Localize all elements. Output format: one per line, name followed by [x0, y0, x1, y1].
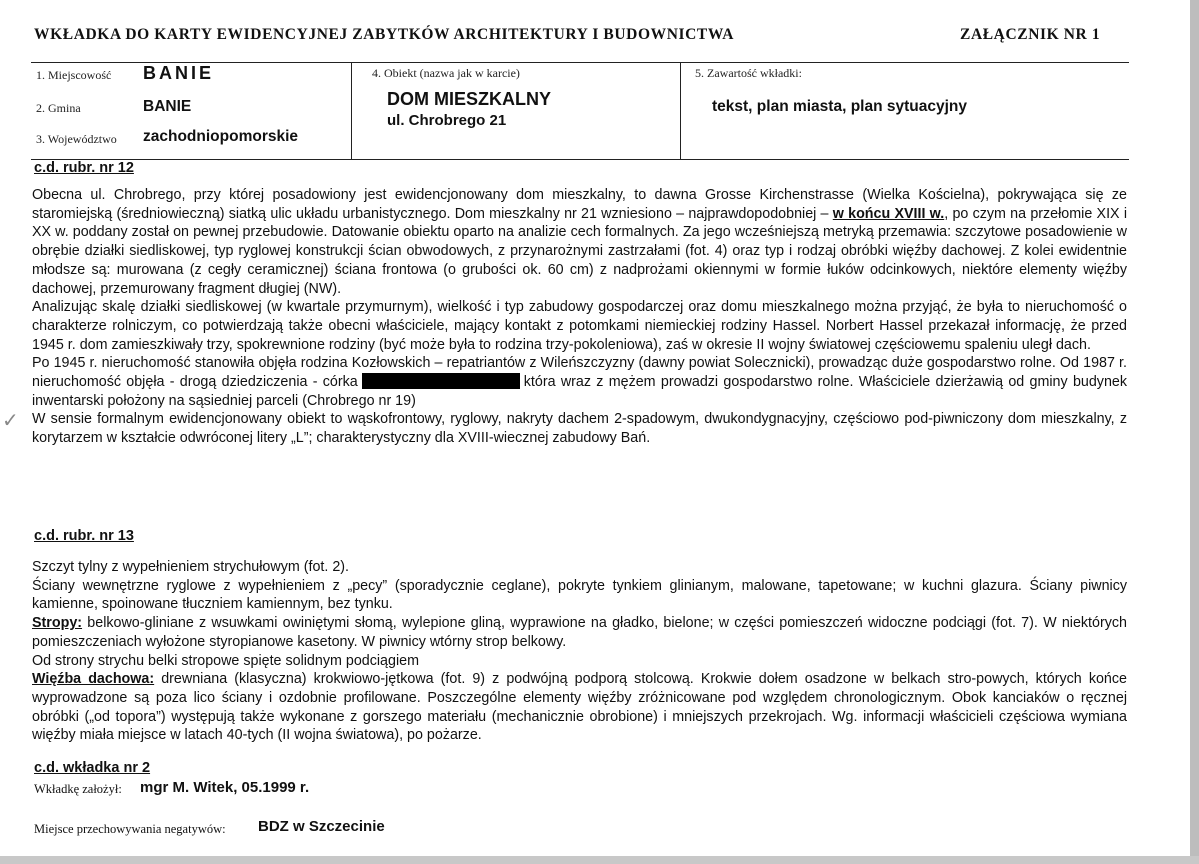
- form-divider-2: [680, 63, 681, 159]
- document-title: WKŁADKA DO KARTY EWIDENCYJNEJ ZABYTKÓW ARCHITEKTURY I BUDOWNICTWA: [34, 26, 735, 43]
- section-13-roof-truss: Więźba dachowa: drewniana (klasyczna) krokwiowo-jętkowa (fot. 9) z podwójną podporą stolcową. Krokwie dołem osadzone w belkach stro-powych, których końce wyprowadzone są poza lico ściany i ozdobnie profilowane. Poszczególne elementy więźby zróżnicowane pod względem chronologicznym. Obok kanciaków o ręcznej obróbki („od topora”) występują także wykonane z gorszego materiału (mechanicznie obrobione) i mniejszych przekrojach. Wg. informacji właścicieli częściowa wymiana więźby miała miejsce w latach 40-tych (II wojna światowa), po pożarze.: [32, 671, 1127, 744]
- handwritten-tick-mark: ✓: [2, 408, 19, 432]
- form-divider-1: [351, 63, 352, 159]
- section-13-paragraph-4: Od strony strychu belki stropowe spięte solidnym podciągiem: [32, 652, 419, 669]
- commune-label: 2. Gmina: [36, 101, 81, 115]
- section-12-paragraph-3: Po 1945 r. nieruchomość stanowiła objęła rodzina Kozłowskich – repatriantów z Wileńszczyzny (dawny powiat Solecznicki), prowadząc duże gospodarstwo rolne. Od 1987 r. nieruchomość objęła - drogą dziedziczenia - córka która wraz z mężem prowadzi gospodarstwo rolne. Właściciele dzierżawią od gminy budynek inwentarski położony na sąsiedniej parceli (Chrobrego nr 19): [32, 355, 1127, 409]
- town-label: 1. Miejscowość: [36, 68, 112, 82]
- negatives-label: Miejsce przechowywania negatywów:: [34, 822, 226, 836]
- scan-edge-bottom: [0, 856, 1199, 864]
- roof-truss-label: Więźba dachowa:: [32, 671, 155, 688]
- negatives-value: BDZ w Szczecinie: [258, 818, 385, 835]
- appendix-label: ZAŁĄCZNIK NR 1: [960, 26, 1101, 43]
- section-13-paragraph-2: Ściany wewnętrzne ryglowe z wypełnieniem z „pecy” (sporadycznie ceglane), pokryte tynkiem glinianym, malowane, tapetowane; w kuchni glazura. Ściany piwnicy kamienne, spoinowane tłuczniem kamiennym, bez tynku.: [32, 577, 1127, 613]
- section-12-paragraph-1: Obecna ul. Chrobrego, przy której posadowiony jest ewidencjonowany dom mieszkalny, to dawna Grosse Kirchenstrasse (Wielka Kościelna), pokrywająca się ze staromiejską (średniowieczną) siatką ulic układu urbanistycznego. Dom mieszkalny nr 21 wzniesiono – najprawdopodobniej – w końcu XVIII w., po czym na przełomie XIX i XX w. poddany został on pewnej przebudowie. Datowanie obiektu oparto na analizie cech formalnych. Za jego wcześniejszą metryką przemawia: szczytowe posadowienie w obrębie działki siedliskowej, typ ryglowej konstrukcji ścian obwodowych, z przynarożnymi zastrzałami (fot. 4) oraz typ i rodzaj obróbki więźby dachowej. Z kolei ewidentnie młodsze są: murowana (z cegły ceramicznej) ściana frontowa (o grubości ok. 60 cm) z nadprożami okiennymi w formie łuków odcinkowych, niektóre elementy więźby dachowej, przemurowany fragment długiej (NW).: [32, 187, 1127, 297]
- contents-label: 5. Zawartość wkładki:: [695, 66, 802, 80]
- insert-2-heading: c.d. wkładka nr 2: [34, 760, 151, 776]
- object-label: 4. Obiekt (nazwa jak w karcie): [372, 66, 520, 80]
- voivodeship-value: zachodniopomorskie: [143, 128, 299, 145]
- ceilings-label: Stropy:: [32, 615, 83, 632]
- object-address: ul. Chrobrego 21: [387, 112, 507, 129]
- section-12-heading: c.d. rubr. nr 12: [34, 160, 134, 176]
- town-value: BANIE: [143, 63, 215, 83]
- section-13-paragraph-1: Szczyt tylny z wypełnieniem strychułowym (fot. 2).: [32, 559, 350, 575]
- section-12-paragraph-2: Analizując skalę działki siedliskowej (w kwartale przymurnym), wielkość i typ zabudowy gospodarczej oraz domu mieszkalnego można przyjąć, że była to nieruchomość o charakterze rolniczym, co potwierdzają także obecni właściciele, mający kontakt z potomkami niemieckiej rodziny Hassel. Norbert Hassel przekazał informację, że przed 1945 r. dom zamieszkiwały trzy, spokrewnione rodziny (być może była to rodzina trzy-pokoleniowa), zaś w okresie II wojny światowej częściowemu spaleniu uległ dach.: [32, 299, 1127, 353]
- section-13-heading: c.d. rubr. nr 13: [34, 528, 134, 544]
- redaction-bar: [362, 373, 520, 389]
- object-name: DOM MIESZKALNY: [387, 89, 551, 109]
- section-13-body: [32, 558, 1127, 745]
- voivodeship-label: 3. Województwo: [36, 132, 117, 146]
- contents-value: tekst, plan miasta, plan sytuacyjny: [712, 98, 967, 115]
- section-12-body: [32, 186, 1127, 448]
- dating-emphasis: w końcu XVIII w.: [832, 205, 945, 222]
- form-bottom-rule: [31, 159, 1129, 160]
- author-value: mgr M. Witek, 05.1999 r.: [140, 779, 310, 796]
- commune-value: BANIE: [143, 98, 192, 115]
- section-12-paragraph-4: W sensie formalnym ewidencjonowany obiekt to wąskofrontowy, ryglowy, nakryty dachem 2-spadowym, dwukondygnacyjny, częściowo pod-piwniczony dom mieszkalny, z korytarzem w kształcie odwróconej litery „L”; charakterystyczny dla XVIII-wiecznej zabudowy Bań.: [32, 411, 1127, 447]
- scan-edge-right: [1190, 0, 1199, 864]
- section-13-ceilings: Stropy: belkowo-gliniane z wsuwkami owiniętymi słomą, wylepione gliną, wyprawione na gładko, bielone; w części pomieszczeń widoczne podciągi (fot. 7). W niektórych pomieszczeniach wyłożone styropianowe kasetony. W piwnicy wtórny strop belkowy.: [32, 615, 1127, 650]
- author-label: Wkładkę założył:: [34, 782, 122, 796]
